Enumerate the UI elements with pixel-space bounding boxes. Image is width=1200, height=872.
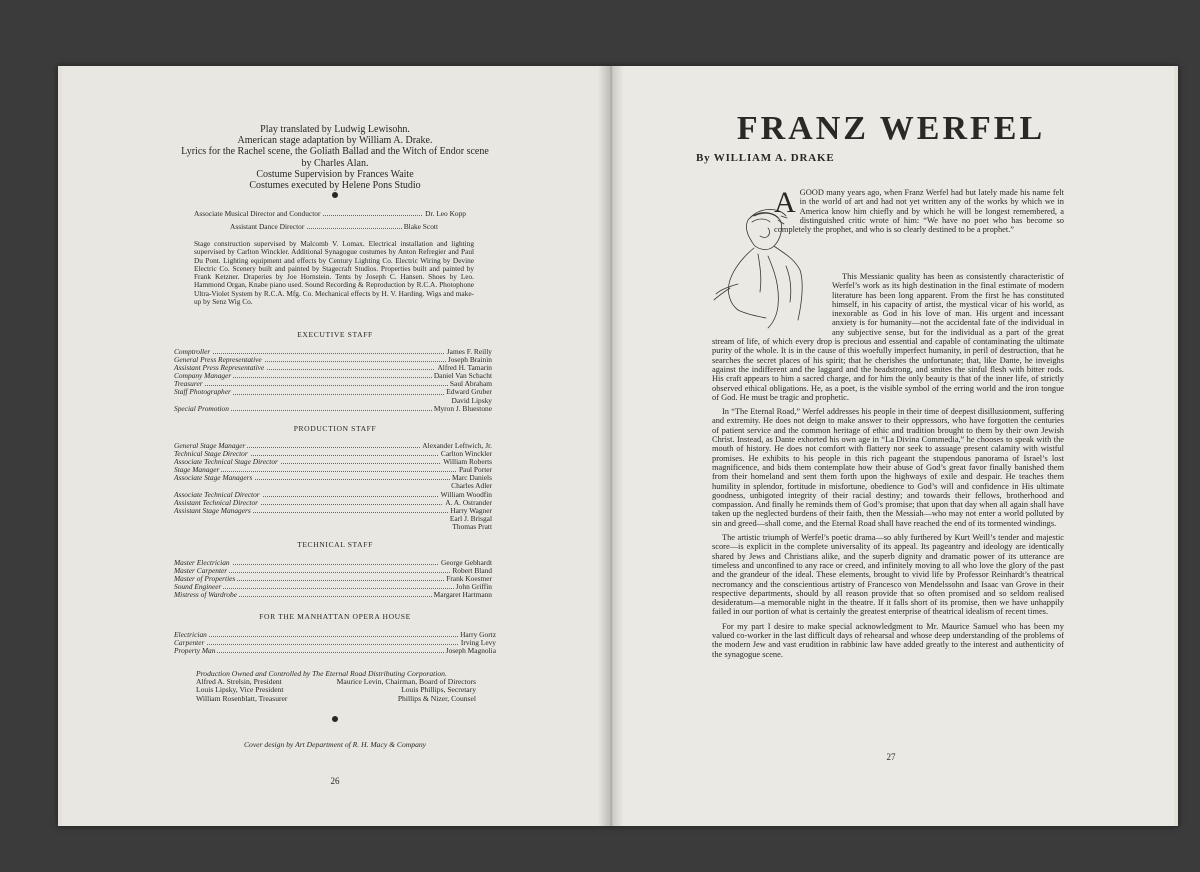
staff-name: Frank Koestner <box>446 574 492 584</box>
opera-house-heading: FOR THE MANHATTAN OPERA HOUSE <box>259 612 411 621</box>
booklet-spread <box>58 66 1178 826</box>
credit-line: Costumes executed by Helene Pons Studio <box>249 180 421 192</box>
staff-name: Myron J. Bluestone <box>433 403 492 413</box>
staff-name: Thomas Pratt <box>452 521 492 531</box>
staff-name: Earl J. Brisgal <box>449 513 492 523</box>
ownership-block <box>196 670 476 704</box>
credit-label: Associate Musical Director and Conductor <box>194 209 321 218</box>
staff-role: Assistant Stage Managers <box>174 505 251 515</box>
staff-name: Irving Levy <box>460 638 496 648</box>
officer-line: Louis Phillips, Secretary <box>401 685 476 695</box>
right-page <box>608 66 1174 826</box>
credit-line: by Charles Alan. <box>301 157 369 169</box>
officer-line: Maurice Levin, Chairman, Board of Directors <box>336 677 476 687</box>
ownership-line: Production Owned and Controlled by The Eternal Road Distributing Corporation. <box>196 669 447 678</box>
staff-name: John Griffin <box>455 582 492 592</box>
staff-name: Carlton Winckler <box>440 449 492 459</box>
staff-row <box>174 388 492 396</box>
sketch-float <box>712 272 832 332</box>
staff-role: Mistress of Wardrobe <box>174 590 237 600</box>
cover-credit: Cover design by Art Department of R. H. Macy & Company <box>243 740 427 749</box>
production-staff-list <box>174 442 492 531</box>
drop-cap: A <box>774 186 796 219</box>
staff-role: Comptroller <box>174 347 211 356</box>
staff-name: Saul Abraham <box>449 379 492 389</box>
staff-row <box>174 372 492 380</box>
staff-role: Treasurer <box>174 379 203 389</box>
article-para-3: In “The Eternal Road,” Werfel addresses his people in their time of deepest disillusionment, suffering and extremity. He does not deign to make answer to their oppressors, who have forgotten the centuries of patient service and the common heritage of ethic and tradition brought to them by their own Jewish Christ. Instead, as Dante exhorted his own age in “La Divina Commedia,” he chooses to speak with the mouth of history. He does not comfort with flattery nor seek to assuage present calamity with wistful promises. He exhibits to his people in this rich pageant the stupendous panorama of Israel’s lost magnificence, and bids them contemplate how their abuse of God’s great favor finally banished them from their homeland and sent them forth upon the highways of exile and despair. He teaches them humility in splendor, fortitude in misfortune, obedience to God’s will and confidence in His ultimate goodness, unbigoted integrity of their racial destiny; and towards their fellows, brotherhood and compassion. And finally he reminds them of God’s promise; that upon that day when all again shall have taken up the neglected burdens of their faith, then the Messiah—who may not enter a world polluted by sin and greed—shall come, and the Eternal Road shall have reached the end of its tormented windings. <box>712 407 1064 528</box>
staff-role: Company Manager <box>174 371 232 381</box>
left-page <box>62 66 608 826</box>
staff-role: Assistant Technical Director <box>174 497 259 507</box>
staff-row <box>174 474 492 482</box>
staff-name: Daniel Van Schacht <box>433 371 492 381</box>
page-number: 27 <box>886 752 896 762</box>
officer-line: William Rosenblatt, Treasurer <box>196 693 288 703</box>
staff-role: Master of Properties <box>174 574 236 584</box>
staff-name: Harry Gortz <box>460 630 496 639</box>
staff-role: Technical Stage Director <box>174 449 248 459</box>
staff-name: Alexander Leftwich, Jr. <box>422 441 492 450</box>
staff-row <box>174 591 492 599</box>
dance-credits <box>230 223 438 231</box>
staff-name: William Roberts <box>443 457 492 467</box>
construction-credits: Stage construction supervised by Malcomb V. Lomax. Electrical installation and lighting supervised by Carlton Winckler. Additional Synagogue costumes by Anton Refregier and Paul Du Pont. Lighting equipment and effects by Century Lighting Co. Electric Wiring by Devine Electric Co. Scenery built and painted by Stagecraft Studios. Properties built and painted by Frank Ketzner. Draperies by Joe Hornstein. Tents by Joseph C. Hansen. Shoes by Leo. Hammond Organ, Knabe piano used. Sound Recording & Reproduction by R.C.A. Photophone Ultra-Violet System by R.C.A. Mfg. Co. Mechanical effects by H. V. Harding. Wigs and make-up by Senz Wig Co. <box>194 239 474 307</box>
staff-name: Joseph Brainin <box>447 355 492 365</box>
staff-name: Margaret Hartmann <box>433 590 492 600</box>
staff-role: Staff Photographer <box>174 387 231 397</box>
officer-line: Louis Lipsky, Vice President <box>196 685 284 695</box>
technical-staff-heading: TECHNICAL STAFF <box>297 540 373 549</box>
production-staff-heading: PRODUCTION STAFF <box>293 424 377 433</box>
staff-name: Harry Wagner <box>450 505 492 515</box>
staff-role: Associate Technical Stage Director <box>174 457 278 467</box>
credit-line: Lyrics for the Rachel scene, the Goliath Ballad and the Witch of Endor scene <box>181 146 489 158</box>
article-para-5: For my part I desire to make special acknowledgment to Mr. Maurice Samuel who has been my valued co-worker in the last difficult days of rehearsal and whose deep understanding of the problems of the modern Jew and vast erudition in rabbinic law have added greatly to the interest and authenticity of the synagogue scene. <box>712 621 1064 659</box>
credit-label: Assistant Dance Director <box>230 222 305 231</box>
staff-row <box>174 515 492 523</box>
staff-name: James F. Reilly <box>446 347 492 356</box>
staff-name: William Woodfin <box>440 489 492 499</box>
staff-name: Alfred H. Tamarin <box>437 363 492 373</box>
staff-name: George Gebhardt <box>441 558 492 567</box>
bullet-ornament <box>332 192 338 198</box>
staff-name: Paul Porter <box>458 465 492 475</box>
staff-role: Special Promotion <box>174 403 229 413</box>
credits-block <box>62 124 608 191</box>
staff-name: David Lipsky <box>451 395 492 405</box>
staff-role: Master Electrician <box>174 558 230 567</box>
staff-row <box>174 458 492 466</box>
music-credits <box>194 210 466 218</box>
staff-row <box>174 631 496 639</box>
executive-staff-heading: EXECUTIVE STAFF <box>297 330 373 339</box>
dot-leader <box>174 644 496 645</box>
staff-role: Stage Manager <box>174 465 220 475</box>
staff-role: Sound Engineer <box>174 582 222 592</box>
staff-role: Master Carpenter <box>174 566 228 576</box>
executive-staff-list <box>174 348 492 413</box>
staff-row <box>174 523 492 531</box>
article-column <box>712 272 1064 664</box>
staff-role: Associate Technical Director <box>174 489 260 499</box>
staff-row <box>174 507 492 515</box>
staff-role: Carpenter <box>174 638 205 648</box>
staff-name: Marc Daniels <box>451 473 492 483</box>
credit-value: Blake Scott <box>403 222 438 231</box>
dot-leader <box>174 471 492 472</box>
book-gutter <box>598 66 624 826</box>
staff-name: Robert Bland <box>452 566 492 576</box>
opera-house-list <box>174 631 496 655</box>
article-title: FRANZ WERFEL <box>736 110 1046 147</box>
staff-name: Edward Gruber <box>446 387 492 397</box>
staff-role: Associate Stage Managers <box>174 473 253 483</box>
technical-staff-list <box>174 559 492 599</box>
staff-role: General Stage Manager <box>174 441 246 450</box>
staff-row <box>174 405 492 413</box>
staff-name: Charles Adler <box>451 481 492 491</box>
article-para-1-top <box>774 188 1064 276</box>
staff-role: General Press Representative <box>174 355 262 365</box>
officer-line: Alfred A. Strelsin, President <box>196 677 282 687</box>
article-para-2: This Messianic quality has been as consistently characteristic of Werfel’s work as its high destination in the final estimate of modern literature has been long apparent. From the first he has constituted himself, in his capacity of artist, the mystical vicar of his world, as inexorable as God in his love of man. His urgent and incessant anxiety is for humanity—not the accidental fate of the individual in any subjective sense, but for the individual as a part of the great stream of life, of which every drop is precious and essential and capable of contaminating the ultimate purity of the whole. It is in the cause of this woefully imperfect humanity, in peril of destruction, that he searches the secret places of his spirit; that he cherishes the unfortunate; that, like Dante, he inveighs against the indifferent and the laggard and the headstrong, and smites the sinful flesh with bitter rods. His craft appears to him a sacred charge, and for him the only beauty is that of the inner life, of strictly observed ethical obligations. He, as a poet, is the visible symbol of the erring world and the iron tongue of God. He must be tragic and prophetic. <box>712 272 1064 402</box>
staff-row <box>174 575 492 583</box>
article-para-1: GOOD many years ago, when Franz Werfel had but lately made his name felt in the world of art and had not yet written any of the works by which we in America know him chiefly and by which he will be longest remembered, a distinguished critic wrote of him: “We have no poet who has become so completely the prophet, and who is so clearly destined to be a prophet.” <box>774 188 1064 235</box>
staff-role: Assistant Press Representative <box>174 363 265 373</box>
staff-role: Property Man <box>174 646 216 656</box>
credit-value: Dr. Leo Kopp <box>425 209 466 218</box>
credit-line: American stage adaptation by William A. Drake. <box>237 135 433 147</box>
dot-leader <box>174 385 492 386</box>
article-para-4: The artistic triumph of Werfel’s poetic drama—so ably furthered by Kurt Weill’s tender and majestic score—is explicit in the complete universality of its appeal. Its pageantry and ideology are identically shared by Jews and Christians alike, and the superb dignity and dramatic power of its utterance are timeless and unconfined to any race or creed, and infinitely moving to all who love the glory of the past and the grandeur of the ideal. These elements, brought to vivid life by Professor Reinhardt’s theatrical necromancy and the conscientious artistry of Francesco von Mendelssohn and Isaac van Grove in their respective departments, should by all reason provide that so often promised and so seldom realised desideratum—a memorable night in the theatre. If it falls short of its promise, then we have unhappily failed in our portion of what is certainly the greatest enterprise of theatrical idealism of recent times. <box>712 533 1064 617</box>
credit-line: Costume Supervision by Frances Waite <box>256 168 414 180</box>
officer-line: Phillips & Nizer, Counsel <box>397 693 476 703</box>
dot-leader <box>174 636 496 637</box>
article-byline: By WILLIAM A. DRAKE <box>696 152 835 164</box>
staff-role: Electrician <box>174 630 207 639</box>
staff-name: Joseph Magnolia <box>445 646 496 656</box>
bullet-ornament <box>332 716 338 722</box>
staff-name: A. A. Ostrander <box>445 497 492 507</box>
credit-line: Play translated by Ludwig Lewisohn. <box>260 124 410 135</box>
page-number: 26 <box>330 776 340 786</box>
staff-row <box>174 647 496 655</box>
